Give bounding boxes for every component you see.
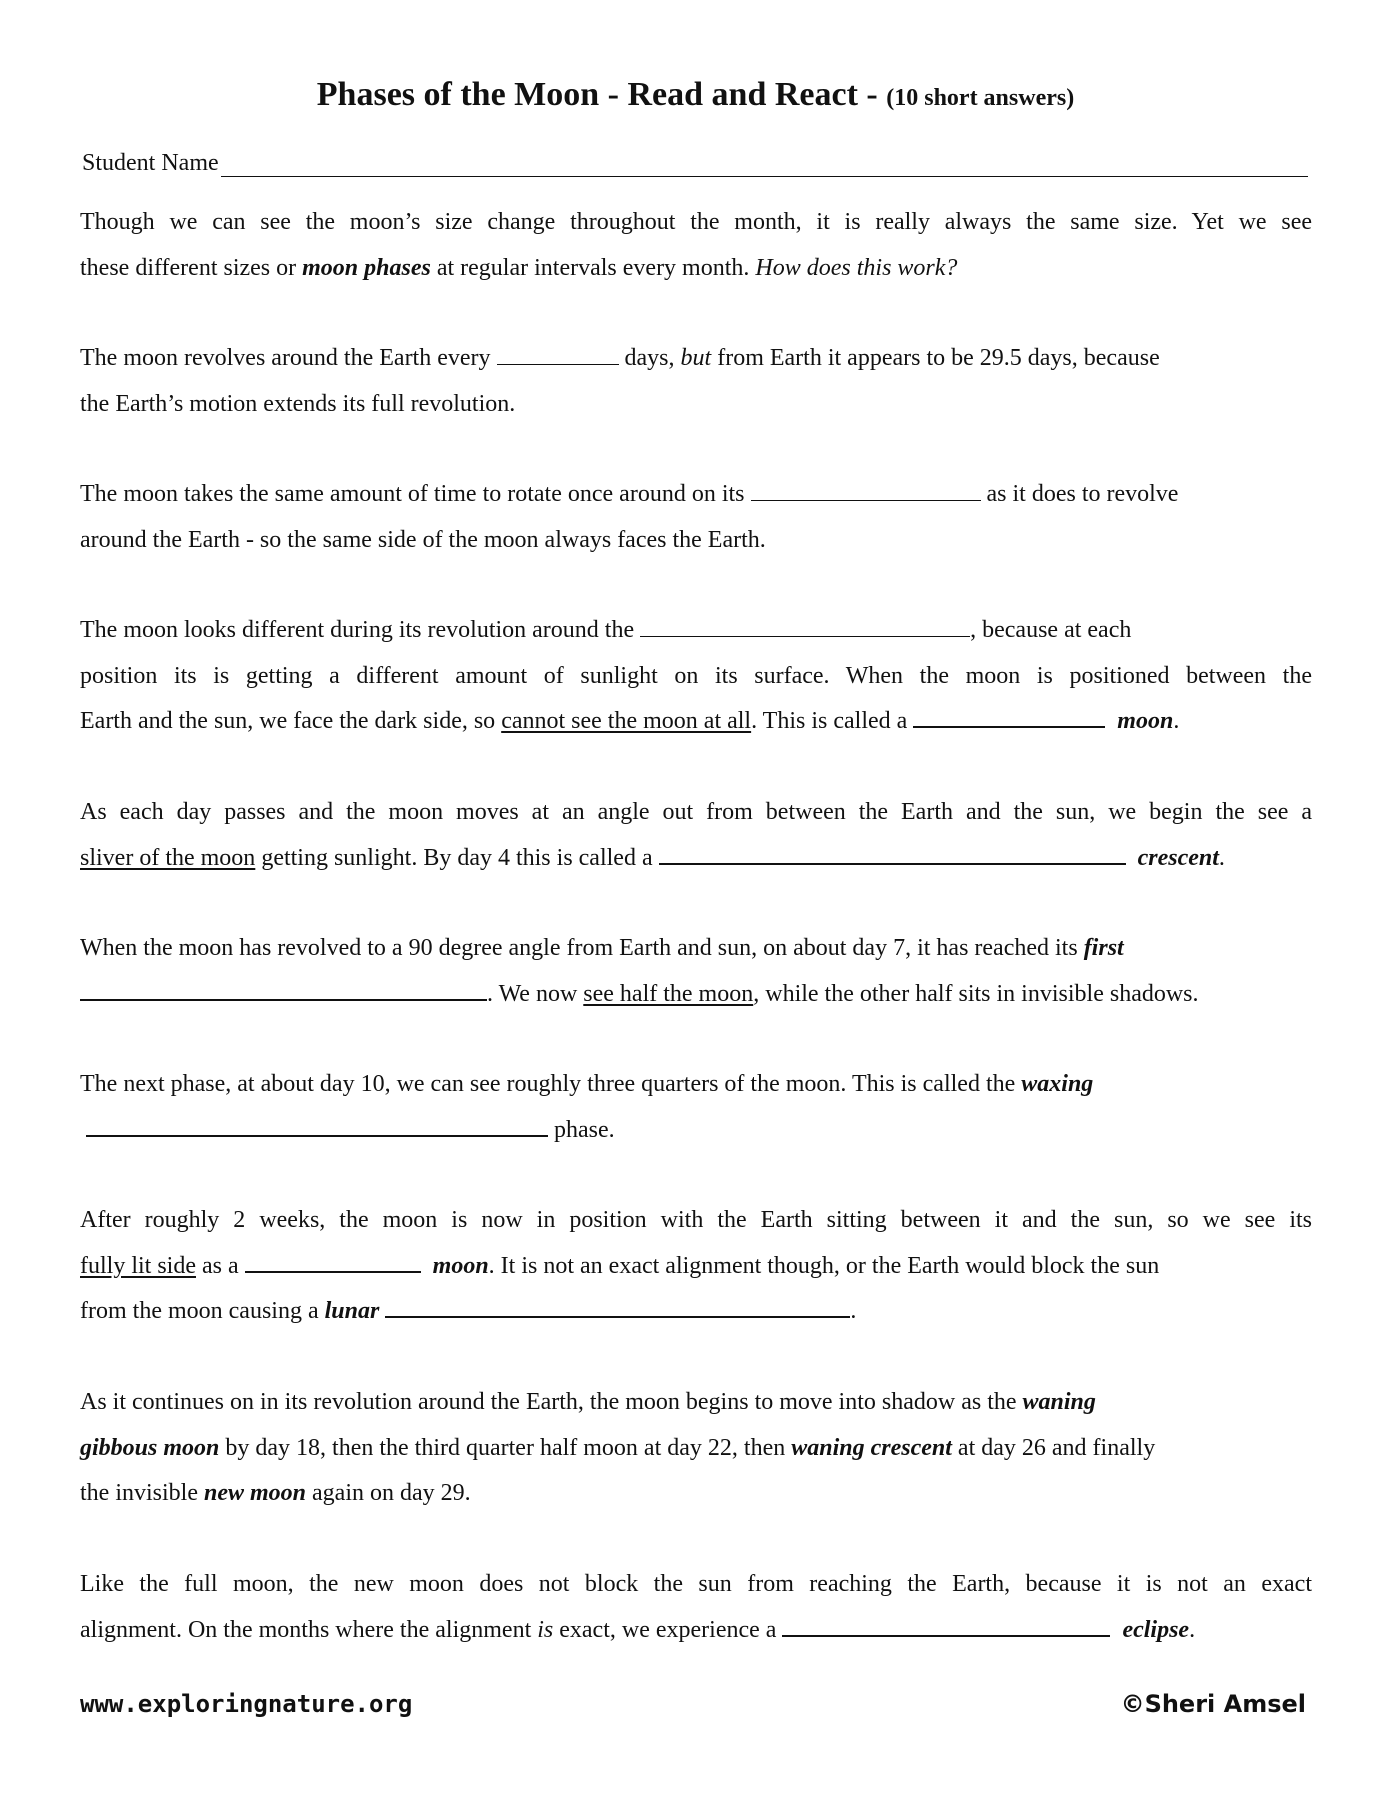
answer-blank-9[interactable] xyxy=(385,1294,850,1318)
intro-paragraph xyxy=(80,200,1312,291)
q7-term: waxing xyxy=(1021,1071,1094,1097)
q2-text: The moon takes the same amount of time to rotate once around on its xyxy=(80,481,751,507)
q1-line-2: the Earth’s motion extends its full revolution. xyxy=(80,390,516,417)
answer-blank-2[interactable] xyxy=(751,478,981,501)
student-name-label: Student Name xyxy=(82,150,219,176)
q3-text: The moon looks different during its revolution around the xyxy=(80,617,641,643)
q10-text: exact, we experience a xyxy=(553,1616,783,1643)
answer-blank-10[interactable] xyxy=(782,1613,1110,1637)
answer-blank-3[interactable] xyxy=(640,614,970,637)
q4-period: . xyxy=(1173,708,1180,734)
q7-text: The next phase, at about day 10, we can see roughly three quarters of the moon. This is called the xyxy=(80,1071,1022,1097)
q8-text: as a xyxy=(196,1252,245,1279)
q10-term: eclipse xyxy=(1122,1616,1190,1643)
q8-term: moon xyxy=(432,1252,489,1279)
q4-term: moon xyxy=(1117,708,1174,734)
p8-text: at day 26 and finally xyxy=(951,1434,1156,1461)
answer-blank-1[interactable] xyxy=(497,342,619,365)
title-main: Phases of the Moon - Read and React - xyxy=(316,76,887,113)
term-waning: waning xyxy=(1022,1389,1096,1415)
term-moon-phases: moon phases xyxy=(302,254,431,281)
footer-copyright: ©Sheri Amsel xyxy=(1120,1690,1306,1718)
term-gibbous-moon: gibbous moon xyxy=(80,1434,220,1461)
student-name-field[interactable] xyxy=(221,152,1308,177)
answer-blank-7[interactable] xyxy=(86,1113,548,1137)
question-10-paragraph xyxy=(80,1562,1312,1653)
q5-line-1: As each day passes and the moon moves at an angle out from between the Earth and the sun, we begin the see a xyxy=(80,799,1312,825)
question-1-paragraph xyxy=(80,336,1312,427)
q5-underlined: sliver of the moon xyxy=(80,844,256,871)
q10-period: . xyxy=(1189,1616,1196,1643)
question-2-paragraph xyxy=(80,472,1312,563)
q5-period: . xyxy=(1218,844,1225,871)
q1-text: from Earth it appears to be 29.5 days, because xyxy=(711,345,1160,371)
q5-term: crescent xyxy=(1137,844,1219,871)
q1-emphasis: but xyxy=(680,345,712,371)
question-3-paragraph xyxy=(80,608,1312,745)
intro-text: at regular intervals every month. xyxy=(430,254,756,281)
question-5-paragraph xyxy=(80,790,1312,881)
q6-underlined: see half the moon xyxy=(583,980,754,1007)
q9-period: . xyxy=(850,1298,857,1324)
q8-text: . It is not an exact alignment though, or the Earth would block the sun xyxy=(488,1252,1160,1279)
q3-text: , because at each xyxy=(970,617,1132,643)
q4-text: . This is called a xyxy=(751,708,914,734)
page-title xyxy=(0,76,1391,114)
student-name-row xyxy=(82,150,1308,177)
q10-line-1: Like the full moon, the new moon does not block the sun from reaching the Earth, because it is not an exact xyxy=(80,1571,1312,1597)
q4-text: Earth and the sun, we face the dark side, so xyxy=(80,708,502,734)
term-waning-crescent: waning crescent xyxy=(791,1434,952,1461)
p8-text: again on day 29. xyxy=(306,1480,471,1506)
q10-emphasis: is xyxy=(537,1616,554,1643)
q1-text: The moon revolves around the Earth every xyxy=(80,345,497,371)
q2-text: as it does to revolve xyxy=(980,481,1179,507)
q8-line-1: After roughly 2 weeks, the moon is now in position with the Earth sitting between it and the sun, so we see its xyxy=(80,1207,1312,1233)
p8-text: As it continues on in its revolution around the Earth, the moon begins to move into shadow as the xyxy=(80,1389,1023,1415)
title-subtitle: (10 short answers) xyxy=(886,85,1075,111)
p8-text: by day 18, then the third quarter half moon at day 22, then xyxy=(219,1434,792,1461)
answer-blank-5[interactable] xyxy=(659,841,1126,865)
intro-line-1: Though we can see the moon’s size change throughout the month, it is really always the same size. Yet we see xyxy=(80,209,1312,235)
p8-text: the invisible xyxy=(80,1480,204,1506)
q8-underlined: fully lit side xyxy=(80,1252,196,1279)
q6-text: When the moon has revolved to a 90 degree angle from Earth and sun, on about day 7, it has reached its xyxy=(80,935,1084,961)
term-new-moon: new moon xyxy=(203,1480,307,1506)
question-8-paragraph xyxy=(80,1198,1312,1335)
q6-text: . We now xyxy=(487,980,584,1007)
intro-text: these different sizes or xyxy=(80,254,303,281)
waning-phases-paragraph xyxy=(80,1380,1312,1517)
question-7-paragraph xyxy=(80,1062,1312,1153)
question-6-paragraph xyxy=(80,926,1312,1017)
q6-text: , while the other half sits in invisible shadows. xyxy=(753,980,1199,1007)
answer-blank-8[interactable] xyxy=(245,1249,421,1273)
q9-term: lunar xyxy=(324,1298,380,1324)
answer-blank-6[interactable] xyxy=(80,977,487,1001)
q6-term: first xyxy=(1083,935,1124,961)
q3-line-2: position its is getting a different amount of sunlight on its surface. When the moon is positioned between the xyxy=(80,662,1312,689)
intro-question: How does this work? xyxy=(755,254,958,281)
answer-blank-4[interactable] xyxy=(913,704,1105,728)
q4-underlined: cannot see the moon at all xyxy=(501,708,752,734)
q10-text: alignment. On the months where the alignment xyxy=(80,1616,538,1643)
footer-website: www.exploringnature.org xyxy=(80,1690,413,1718)
q9-text: from the moon causing a xyxy=(80,1298,325,1324)
q1-text: days, xyxy=(618,345,681,371)
q5-text: getting sunlight. By day 4 this is called a xyxy=(255,844,659,871)
q7-text: phase. xyxy=(548,1116,615,1143)
q2-line-2: around the Earth - so the same side of the moon always faces the Earth. xyxy=(80,526,766,553)
